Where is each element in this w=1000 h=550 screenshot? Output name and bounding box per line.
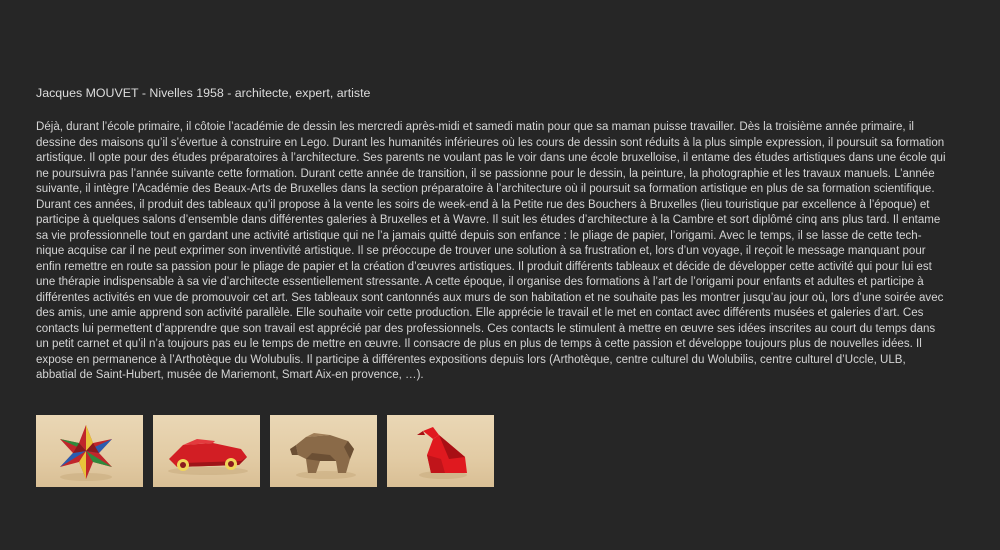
- bio-line: contacts lui permettent d’apprendre que son travail est apprécié par des professionnels. Ces contacts le stimulent à mettre en œuvre ses idées inscrites au court du temps dans: [36, 322, 936, 335]
- bio-line: Durant ces années, il produit des tableaux qu’il propose à la vente les soirs de week-end à la Petite rue des Bouchers à Bruxelles (lieu touristique par excellence à l’époque) et: [36, 198, 930, 211]
- thumbnail-origami-car[interactable]: [153, 415, 260, 487]
- bio-line: suivante, il intègre l’Académie des Beaux-Arts de Bruxelles dans la section préparatoire à l’architecture où il poursuit sa formation artistique en plus de sa formation scientifique.: [36, 183, 935, 195]
- biography-text: [36, 120, 968, 384]
- bio-line: expose en permanence à l’Arthotèque du Wolubulis. Il participe à différentes expositions depuis lors (Arthotèque, centre culturel du Wolubilis, centre culturel d’Uccle, ULB,: [36, 353, 906, 366]
- thumbnail-origami-bird[interactable]: [387, 415, 494, 487]
- gallery-thumbnails: [36, 415, 494, 487]
- origami-bird-image: [387, 415, 494, 487]
- bio-line: dessine des maisons qu’il s’évertue à construire en Lego. Durant les humanités inférieures où les cours de dessin sont réduits à la plus simple expression, il poursuit sa formation: [36, 136, 945, 149]
- bio-line: enfin remettre en route sa passion pour le pliage de papier et la création d’œuvres artistiques. Il produit différents tableaux et décide de développer cette activité qui pour lui est: [36, 260, 932, 273]
- thumbnail-origami-star[interactable]: [36, 415, 143, 487]
- bio-line: ne poursuivra pas l’année suivante cette formation. Durant cette année de transition, il se passionne pour le dessin, la peinture, la photographie et les travaux manuels. L’année: [36, 167, 935, 180]
- thumbnail-origami-bear[interactable]: [270, 415, 377, 487]
- bio-line: une thérapie indispensable à sa vie d’architecte essentiellement stressante. A cette époque, il organise des formations à l’art de l’origami pour enfants et adultes et participe à: [36, 276, 924, 288]
- bio-line: artistique. Il opte pour des études préparatoires à l’architecture. Ses parents ne voulant pas le voir dans une école bruxelloise, il entame des études artistiques dans une école qui: [36, 152, 946, 164]
- origami-bear-image: [270, 415, 377, 487]
- bio-line: des amis, une amie apprend son activité parallèle. Elle souhaite voir cette production. Elle apprécie le travail et le met en contact avec différents musées et galeries d’art. Ces: [36, 307, 924, 319]
- bio-line: un petit carnet et qu’il n’a toujours pas eu le temps de mettre en œuvre. Il consacre de plus en plus de temps à cette passion et développe toujours plus de nouvelles idées. Il: [36, 338, 922, 350]
- bio-line: sa vie professionnelle tout en gardant une activité artistique qui ne l’a jamais quitté depuis son enfance : le pliage de papier, l’origami. Avec le temps, il se lasse de cette tech-: [36, 229, 922, 242]
- bio-line: nique acquise car il ne peut exprimer son inventivité artistique. Il se préoccupe de trouver une solution à sa frustration et, lors d’un voyage, il reçoit le message manquant pour: [36, 245, 926, 257]
- bio-line: abbatial de Saint-Hubert, musée de Mariemont, Smart Aix-en provence, …).: [36, 369, 424, 381]
- bio-line: Déjà, durant l’école primaire, il côtoie l’académie de dessin les mercredi après-midi et samedi matin pour que sa maman puisse travailler. Dès la troisième année primaire, il: [36, 121, 914, 133]
- origami-car-image: [153, 415, 260, 487]
- origami-star-image: [36, 415, 143, 487]
- bio-line: différentes activités en vue de promouvoir cet art. Ses tableaux sont cantonnés aux murs de son habitation et ne souhaite pas les montrer jusqu’au jour où, lors d’une soirée avec: [36, 291, 944, 304]
- page-title: Jacques MOUVET - Nivelles 1958 - architecte, expert, artiste: [36, 86, 371, 100]
- bio-line: participe à quelques salons d’ensemble dans différentes galeries à Bruxelles et à Wavre. Il suit les études d’architecture à la Cambre et sort diplômé cinq ans plus tard. Il entame: [36, 214, 941, 226]
